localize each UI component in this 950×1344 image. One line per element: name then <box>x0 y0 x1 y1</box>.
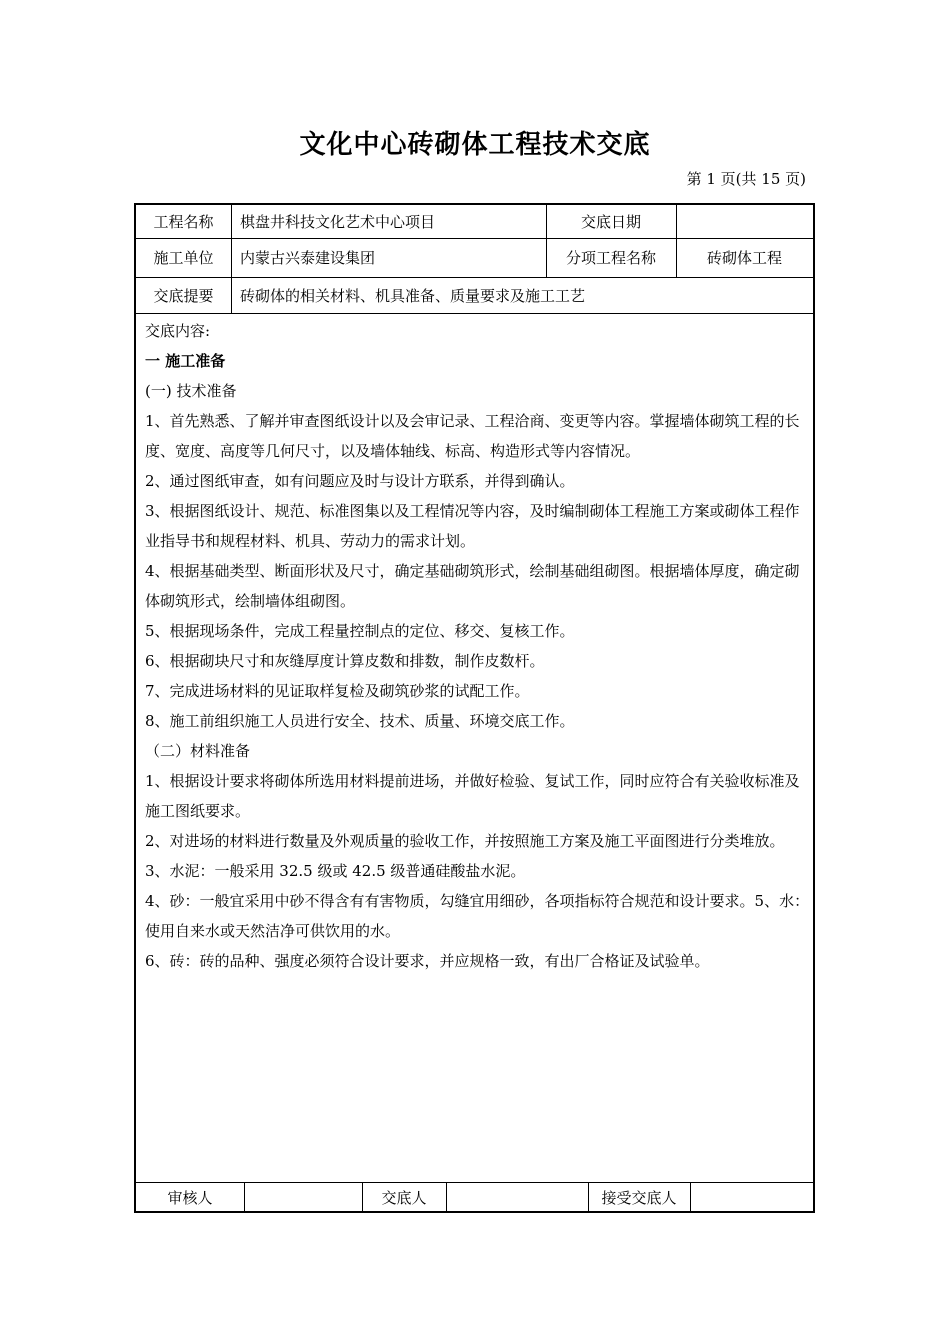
list-item: 8、施工前组织施工人员进行安全、技术、质量、环境交底工作。 <box>145 712 575 730</box>
list-item: 3、根据图纸设计、规范、标准图集以及工程情况等内容，及时编制砌体工程施工方案或砌体工程作业指导书和规程材料、机具、劳动力的需求计划。 <box>145 502 800 550</box>
document-title: 文化中心砖砌体工程技术交底 <box>299 130 651 160</box>
column-divider <box>231 205 232 313</box>
content-intro: 交底内容: <box>145 322 211 340</box>
list-item: 5、根据现场条件，完成工程量控制点的定位、移交、复核工作。 <box>145 622 575 640</box>
reviewer-label: 审核人 <box>167 1189 213 1207</box>
disclosure-date-value <box>676 205 813 238</box>
list-item: 4、根据基础类型、断面形状及尺寸，确定基础砌筑形式，绘制基础组砌图。根据墙体厚度，确定砌体砌筑形式，绘制墙体组砌图。 <box>145 562 800 610</box>
sub-project-value: 砖砌体工程 <box>706 249 782 267</box>
list-item: 2、通过图纸审查，如有问题应及时与设计方联系，并得到确认。 <box>145 472 575 490</box>
reviewer-value <box>245 1183 362 1213</box>
sub-project-label: 分项工程名称 <box>565 249 656 267</box>
subsection-heading: （二）材料准备 <box>145 742 251 760</box>
section-heading: 一 施工准备 <box>145 352 226 370</box>
summary-value: 砖砌体的相关材料、机具准备、质量要求及施工工艺 <box>240 286 586 305</box>
list-item: 6、根据砌块尺寸和灰缝厚度计算皮数和排数，制作皮数杆。 <box>145 652 545 670</box>
list-item: 2、对进场的材料进行数量及外观质量的验收工作，并按照施工方案及施工平面图进行分类堆放。 <box>145 832 785 850</box>
list-item: 4、砂：一般宜采用中砂不得含有有害物质，勾缝宜用细砂，各项指标符合规范和设计要求。5、水：使用自来水或天然洁净可供饮用的水。 <box>145 892 810 940</box>
row-divider <box>136 313 813 314</box>
list-item: 7、完成进场材料的见证取样复检及砌筑砂浆的试配工作。 <box>145 682 530 700</box>
disclosure-form <box>134 203 815 1213</box>
summary-label: 交底提要 <box>153 286 214 305</box>
discloser-label: 交底人 <box>381 1189 427 1207</box>
receiver-label: 接受交底人 <box>601 1189 677 1207</box>
disclosure-date-label: 交底日期 <box>580 212 641 231</box>
discloser-value <box>447 1183 588 1213</box>
project-name-value: 棋盘井科技文化艺术中心项目 <box>240 212 436 231</box>
construction-unit-value: 内蒙古兴泰建设集团 <box>240 249 376 267</box>
page-number: 第 1 页(共 15 页) <box>686 170 806 188</box>
list-item: 3、水泥：一般采用 32.5 级或 42.5 级普通硅酸盐水泥。 <box>145 862 526 880</box>
list-item: 6、砖：砖的品种、强度必须符合设计要求，并应规格一致，有出厂合格证及试验单。 <box>145 952 710 970</box>
subsection-heading: (一) 技术准备 <box>145 382 237 400</box>
disclosure-content <box>145 316 810 976</box>
list-item: 1、首先熟悉、了解并审查图纸设计以及会审记录、工程洽商、变更等内容。掌握墙体砌筑工程的长度、宽度、高度等几何尺寸，以及墙体轴线、标高、构造形式等内容情况。 <box>145 412 800 460</box>
receiver-value <box>691 1183 813 1213</box>
construction-unit-label: 施工单位 <box>153 249 214 267</box>
list-item: 1、根据设计要求将砌体所选用材料提前进场，并做好检验、复试工作，同时应符合有关验收标准及施工图纸要求。 <box>145 772 800 820</box>
project-name-label: 工程名称 <box>153 212 214 231</box>
